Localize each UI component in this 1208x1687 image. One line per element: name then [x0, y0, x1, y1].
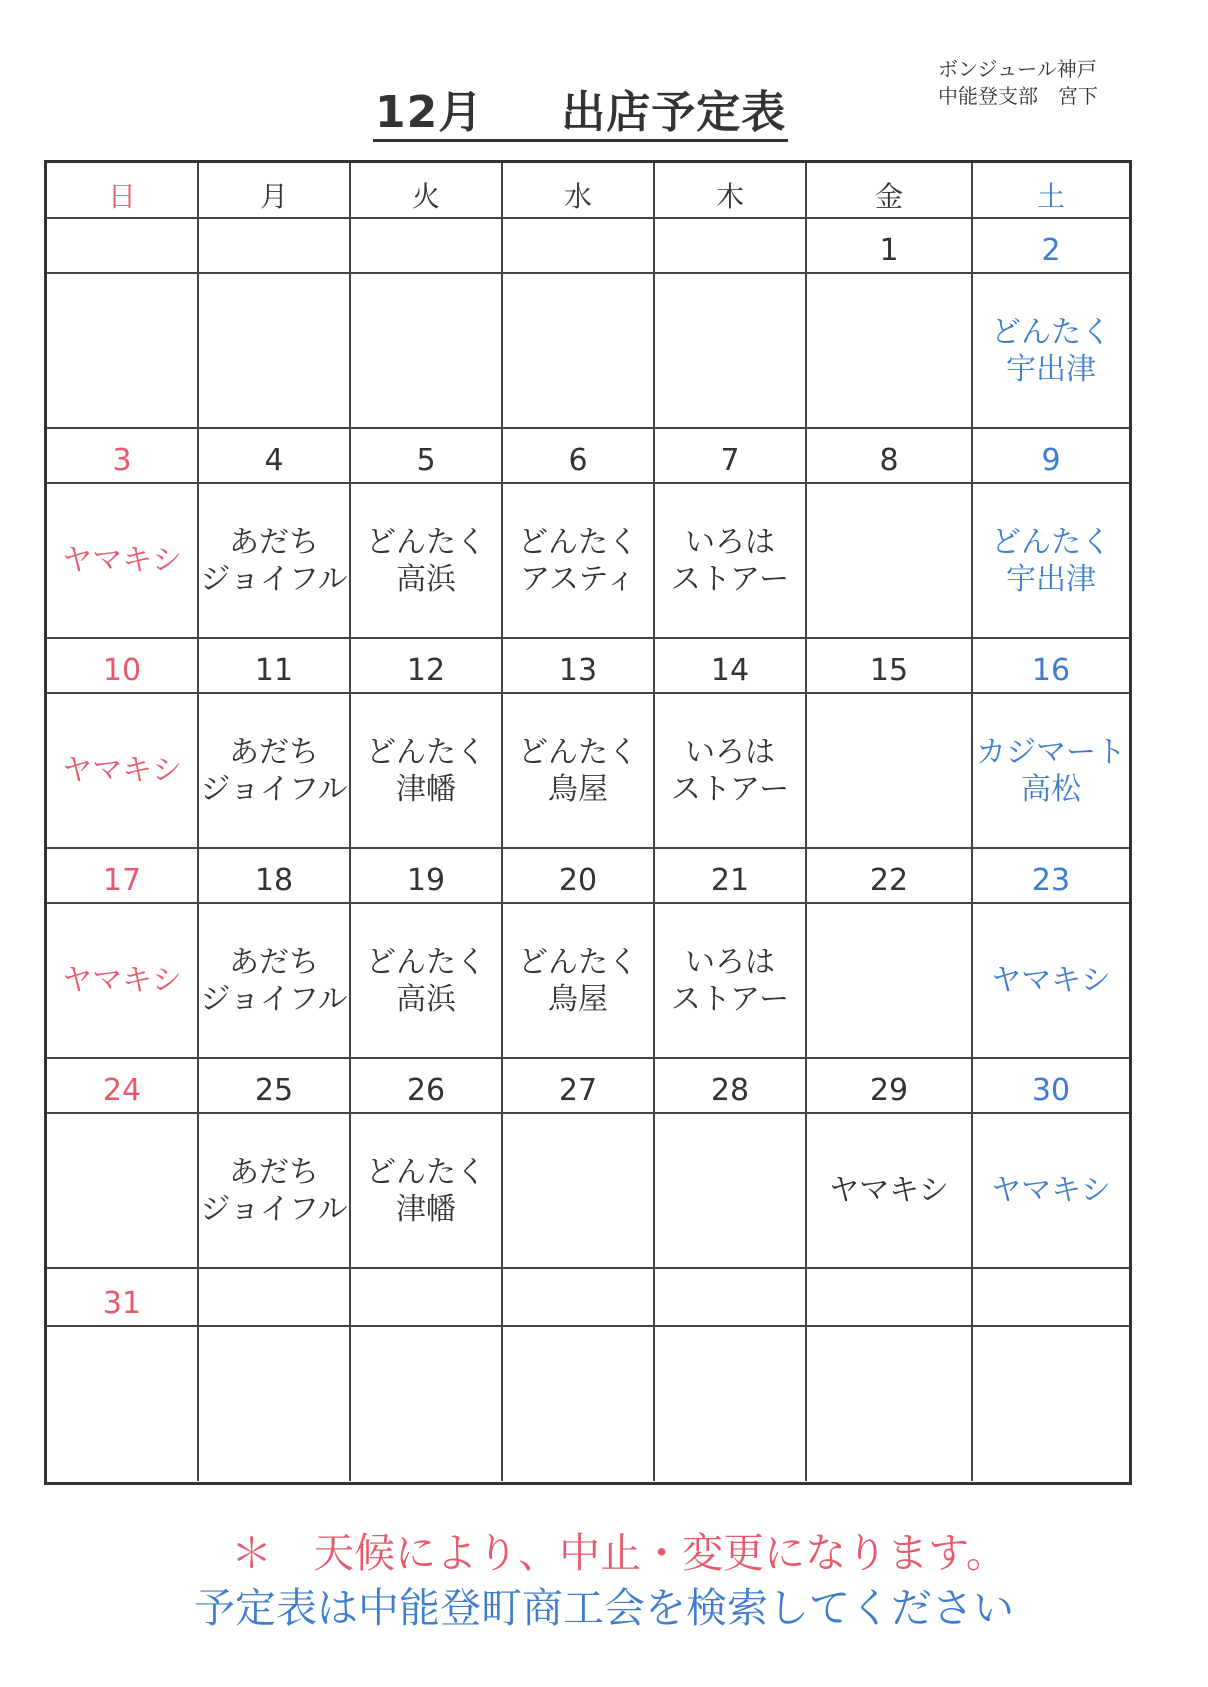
event-cell: どんたく 高浜 — [351, 904, 503, 1059]
date-cell: 15 — [807, 639, 973, 694]
calendar-grid — [44, 160, 1132, 1485]
date-cell — [655, 1269, 807, 1327]
date-cell: 5 — [351, 429, 503, 484]
weekday-header: 月 — [199, 163, 351, 219]
date-cell: 4 — [199, 429, 351, 484]
weekday-header: 火 — [351, 163, 503, 219]
date-cell: 1 — [807, 219, 973, 274]
event-cell: どんたく 鳥屋 — [503, 904, 655, 1059]
organizer-info — [938, 56, 1098, 110]
date-cell: 24 — [47, 1059, 199, 1114]
date-cell: 30 — [973, 1059, 1129, 1114]
organizer-name: ボンジュール神戸 — [938, 57, 1097, 81]
date-cell: 2 — [973, 219, 1129, 274]
event-cell: ヤマキシ — [807, 1114, 973, 1269]
date-cell: 28 — [655, 1059, 807, 1114]
event-cell: カジマート 高松 — [973, 694, 1129, 849]
event-cell — [807, 904, 973, 1059]
date-cell: 10 — [47, 639, 199, 694]
event-cell — [199, 274, 351, 429]
event-cell — [351, 1327, 503, 1481]
event-cell: ヤマキシ — [47, 904, 199, 1059]
date-cell — [47, 219, 199, 274]
event-cell — [655, 274, 807, 429]
event-cell — [47, 1327, 199, 1481]
event-cell: どんたく 宇出津 — [973, 484, 1129, 639]
date-cell: 18 — [199, 849, 351, 904]
date-cell: 3 — [47, 429, 199, 484]
date-cell: 14 — [655, 639, 807, 694]
weekday-header: 日 — [47, 163, 199, 219]
event-cell: どんたく 宇出津 — [973, 274, 1129, 429]
organizer-branch: 中能登支部 宮下 — [938, 84, 1098, 108]
date-cell: 7 — [655, 429, 807, 484]
date-cell: 8 — [807, 429, 973, 484]
date-cell — [503, 219, 655, 274]
date-cell — [351, 1269, 503, 1327]
date-cell — [973, 1269, 1129, 1327]
date-cell: 19 — [351, 849, 503, 904]
date-cell — [199, 219, 351, 274]
event-cell — [655, 1327, 807, 1481]
event-cell — [47, 1114, 199, 1269]
event-cell: あだち ジョイフル — [199, 1114, 351, 1269]
weekday-header: 土 — [973, 163, 1129, 219]
date-cell: 21 — [655, 849, 807, 904]
weekday-header: 金 — [807, 163, 973, 219]
event-cell: どんたく 鳥屋 — [503, 694, 655, 849]
event-cell — [199, 1327, 351, 1481]
event-cell — [503, 1327, 655, 1481]
event-cell: あだち ジョイフル — [199, 904, 351, 1059]
date-cell: 31 — [47, 1269, 199, 1327]
date-cell: 22 — [807, 849, 973, 904]
notice-search: 予定表は中能登町商工会を検索してください — [194, 1584, 1014, 1632]
event-cell — [807, 1327, 973, 1481]
date-cell — [807, 1269, 973, 1327]
event-cell: あだち ジョイフル — [199, 694, 351, 849]
date-cell — [351, 219, 503, 274]
event-cell: どんたく 津幡 — [351, 1114, 503, 1269]
date-cell: 23 — [973, 849, 1129, 904]
event-cell: ヤマキシ — [47, 694, 199, 849]
title-month: 12月 — [375, 87, 484, 138]
event-cell — [807, 274, 973, 429]
event-cell: いろは ストアー — [655, 904, 807, 1059]
event-cell — [973, 1327, 1129, 1481]
date-cell: 12 — [351, 639, 503, 694]
date-cell: 13 — [503, 639, 655, 694]
event-cell — [47, 274, 199, 429]
date-cell — [199, 1269, 351, 1327]
weekday-header: 水 — [503, 163, 655, 219]
event-cell — [807, 484, 973, 639]
weekday-header: 木 — [655, 163, 807, 219]
event-cell — [503, 274, 655, 429]
date-cell: 25 — [199, 1059, 351, 1114]
event-cell: どんたく アスティ — [503, 484, 655, 639]
date-cell: 17 — [47, 849, 199, 904]
date-cell: 11 — [199, 639, 351, 694]
event-cell — [655, 1114, 807, 1269]
event-cell: どんたく 高浜 — [351, 484, 503, 639]
date-cell: 20 — [503, 849, 655, 904]
page-title — [373, 88, 788, 142]
event-cell — [807, 694, 973, 849]
event-cell: どんたく 津幡 — [351, 694, 503, 849]
event-cell — [503, 1114, 655, 1269]
event-cell: ヤマキシ — [973, 904, 1129, 1059]
date-cell: 6 — [503, 429, 655, 484]
notice-weather: ＊ 天候により、中止・変更になります。 — [231, 1529, 1007, 1577]
event-cell: いろは ストアー — [655, 694, 807, 849]
event-cell: ヤマキシ — [47, 484, 199, 639]
event-cell: いろは ストアー — [655, 484, 807, 639]
event-cell: あだち ジョイフル — [199, 484, 351, 639]
title-text: 出店予定表 — [561, 87, 787, 138]
date-cell — [503, 1269, 655, 1327]
date-cell: 26 — [351, 1059, 503, 1114]
date-cell — [655, 219, 807, 274]
date-cell: 16 — [973, 639, 1129, 694]
date-cell: 29 — [807, 1059, 973, 1114]
date-cell: 9 — [973, 429, 1129, 484]
event-cell: ヤマキシ — [973, 1114, 1129, 1269]
event-cell — [351, 274, 503, 429]
date-cell: 27 — [503, 1059, 655, 1114]
